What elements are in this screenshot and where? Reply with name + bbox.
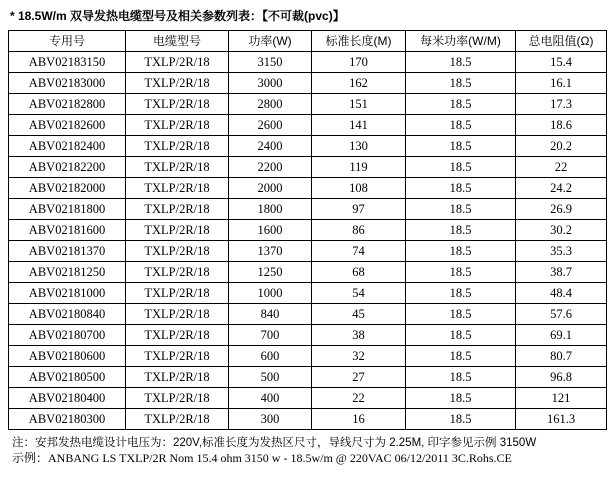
cell-model-code: ABV02181000 bbox=[9, 283, 126, 304]
cell-power: 2400 bbox=[229, 136, 312, 157]
cell-length: 141 bbox=[312, 115, 406, 136]
cell-resistance: 20.2 bbox=[516, 136, 607, 157]
cell-resistance: 17.3 bbox=[516, 94, 607, 115]
table-row bbox=[9, 346, 607, 367]
cell-power-per-meter: 18.5 bbox=[406, 199, 516, 220]
cell-model-code: ABV02183150 bbox=[9, 52, 126, 73]
table-row bbox=[9, 241, 607, 262]
cell-length: 74 bbox=[312, 241, 406, 262]
cell-power: 3150 bbox=[229, 52, 312, 73]
footer-notes bbox=[12, 436, 607, 466]
column-header-power: 功率(W) bbox=[229, 31, 312, 52]
cell-resistance: 16.1 bbox=[516, 73, 607, 94]
cell-length: 86 bbox=[312, 220, 406, 241]
cell-model-code: ABV02182600 bbox=[9, 115, 126, 136]
cell-power: 2200 bbox=[229, 157, 312, 178]
cell-cable-type: TXLP/2R/18 bbox=[126, 73, 229, 94]
cell-power: 1600 bbox=[229, 220, 312, 241]
cell-power: 600 bbox=[229, 346, 312, 367]
cell-power-per-meter: 18.5 bbox=[406, 73, 516, 94]
column-header-cable-type: 电缆型号 bbox=[126, 31, 229, 52]
column-header-resistance: 总电阻值(Ω) bbox=[516, 31, 607, 52]
cell-model-code: ABV02181800 bbox=[9, 199, 126, 220]
cell-model-code: ABV02182400 bbox=[9, 136, 126, 157]
cell-length: 130 bbox=[312, 136, 406, 157]
table-header-row bbox=[9, 31, 607, 52]
cell-cable-type: TXLP/2R/18 bbox=[126, 178, 229, 199]
cell-cable-type: TXLP/2R/18 bbox=[126, 157, 229, 178]
cell-cable-type: TXLP/2R/18 bbox=[126, 241, 229, 262]
cell-resistance: 80.7 bbox=[516, 346, 607, 367]
cell-resistance: 161.3 bbox=[516, 409, 607, 430]
cell-cable-type: TXLP/2R/18 bbox=[126, 346, 229, 367]
cell-model-code: ABV02182200 bbox=[9, 157, 126, 178]
cell-model-code: ABV02180400 bbox=[9, 388, 126, 409]
note-design-voltage: 注：安邦发热电缆设计电压为：220V,标准长度为发热区尺寸，导线尺寸为 2.25M, 印字参见示例 3150W bbox=[12, 437, 537, 449]
table-row bbox=[9, 262, 607, 283]
cell-power-per-meter: 18.5 bbox=[406, 346, 516, 367]
cell-resistance: 38.7 bbox=[516, 262, 607, 283]
table-body bbox=[9, 52, 607, 430]
cell-resistance: 48.4 bbox=[516, 283, 607, 304]
cell-cable-type: TXLP/2R/18 bbox=[126, 283, 229, 304]
cell-length: 162 bbox=[312, 73, 406, 94]
cell-power: 1370 bbox=[229, 241, 312, 262]
cell-length: 108 bbox=[312, 178, 406, 199]
cell-power: 300 bbox=[229, 409, 312, 430]
cell-power-per-meter: 18.5 bbox=[406, 136, 516, 157]
table-header bbox=[9, 31, 607, 52]
cell-length: 22 bbox=[312, 388, 406, 409]
cell-model-code: ABV02180600 bbox=[9, 346, 126, 367]
cell-power-per-meter: 18.5 bbox=[406, 220, 516, 241]
cell-power-per-meter: 18.5 bbox=[406, 409, 516, 430]
table-row bbox=[9, 136, 607, 157]
cell-model-code: ABV02182800 bbox=[9, 94, 126, 115]
cell-length: 151 bbox=[312, 94, 406, 115]
cell-cable-type: TXLP/2R/18 bbox=[126, 52, 229, 73]
table-row bbox=[9, 73, 607, 94]
cell-power-per-meter: 18.5 bbox=[406, 157, 516, 178]
cell-cable-type: TXLP/2R/18 bbox=[126, 94, 229, 115]
cell-power: 500 bbox=[229, 367, 312, 388]
cell-power: 1250 bbox=[229, 262, 312, 283]
cell-model-code: ABV02182000 bbox=[9, 178, 126, 199]
cell-resistance: 26.9 bbox=[516, 199, 607, 220]
cell-power: 1800 bbox=[229, 199, 312, 220]
table-row bbox=[9, 220, 607, 241]
table-row bbox=[9, 409, 607, 430]
cell-power-per-meter: 18.5 bbox=[406, 94, 516, 115]
cell-power-per-meter: 18.5 bbox=[406, 304, 516, 325]
cell-power-per-meter: 18.5 bbox=[406, 241, 516, 262]
table-row bbox=[9, 199, 607, 220]
column-header-model-code: 专用号 bbox=[9, 31, 126, 52]
cell-resistance: 15.4 bbox=[516, 52, 607, 73]
table-row bbox=[9, 157, 607, 178]
cell-power: 400 bbox=[229, 388, 312, 409]
cell-power-per-meter: 18.5 bbox=[406, 262, 516, 283]
cell-power-per-meter: 18.5 bbox=[406, 52, 516, 73]
cell-resistance: 121 bbox=[516, 388, 607, 409]
cell-power: 3000 bbox=[229, 73, 312, 94]
cell-power-per-meter: 18.5 bbox=[406, 325, 516, 346]
cell-length: 16 bbox=[312, 409, 406, 430]
cell-power-per-meter: 18.5 bbox=[406, 178, 516, 199]
cell-cable-type: TXLP/2R/18 bbox=[126, 367, 229, 388]
table-row bbox=[9, 283, 607, 304]
cell-model-code: ABV02180300 bbox=[9, 409, 126, 430]
cell-resistance: 69.1 bbox=[516, 325, 607, 346]
cell-length: 97 bbox=[312, 199, 406, 220]
column-header-power-per-meter: 每米功率(W/M) bbox=[406, 31, 516, 52]
cell-cable-type: TXLP/2R/18 bbox=[126, 115, 229, 136]
cell-model-code: ABV02180840 bbox=[9, 304, 126, 325]
cell-power: 1000 bbox=[229, 283, 312, 304]
cell-resistance: 24.2 bbox=[516, 178, 607, 199]
cell-power: 2600 bbox=[229, 115, 312, 136]
cell-length: 170 bbox=[312, 52, 406, 73]
cell-power: 2800 bbox=[229, 94, 312, 115]
cell-resistance: 57.6 bbox=[516, 304, 607, 325]
cell-cable-type: TXLP/2R/18 bbox=[126, 409, 229, 430]
cell-length: 32 bbox=[312, 346, 406, 367]
cell-resistance: 35.3 bbox=[516, 241, 607, 262]
cell-resistance: 22 bbox=[516, 157, 607, 178]
cell-length: 68 bbox=[312, 262, 406, 283]
table-row bbox=[9, 52, 607, 73]
cell-cable-type: TXLP/2R/18 bbox=[126, 388, 229, 409]
page-title: * 18.5W/m 双导发热电缆型号及相关参数列表：【不可裁(pvc)】 bbox=[10, 9, 345, 23]
cell-power-per-meter: 18.5 bbox=[406, 388, 516, 409]
table-row bbox=[9, 388, 607, 409]
column-header-length: 标准长度(M) bbox=[312, 31, 406, 52]
cell-cable-type: TXLP/2R/18 bbox=[126, 220, 229, 241]
cell-model-code: ABV02180500 bbox=[9, 367, 126, 388]
table-row bbox=[9, 367, 607, 388]
cell-power-per-meter: 18.5 bbox=[406, 115, 516, 136]
cell-cable-type: TXLP/2R/18 bbox=[126, 304, 229, 325]
table-row bbox=[9, 325, 607, 346]
cell-length: 38 bbox=[312, 325, 406, 346]
cell-resistance: 18.6 bbox=[516, 115, 607, 136]
note-print-example: 示例：ANBANG LS TXLP/2R Nom 15.4 ohm 3150 w - 18.5w/m @ 220VAC 06/12/2011 3C.Rohs.CE bbox=[12, 451, 512, 465]
cell-cable-type: TXLP/2R/18 bbox=[126, 136, 229, 157]
cell-length: 45 bbox=[312, 304, 406, 325]
table-row bbox=[9, 178, 607, 199]
cell-model-code: ABV02181370 bbox=[9, 241, 126, 262]
cell-resistance: 96.8 bbox=[516, 367, 607, 388]
cell-model-code: ABV02183000 bbox=[9, 73, 126, 94]
cell-resistance: 30.2 bbox=[516, 220, 607, 241]
cell-length: 54 bbox=[312, 283, 406, 304]
cable-spec-table bbox=[8, 30, 607, 430]
cell-cable-type: TXLP/2R/18 bbox=[126, 325, 229, 346]
cell-model-code: ABV02180700 bbox=[9, 325, 126, 346]
table-row bbox=[9, 304, 607, 325]
cell-power-per-meter: 18.5 bbox=[406, 367, 516, 388]
cell-length: 119 bbox=[312, 157, 406, 178]
table-row bbox=[9, 115, 607, 136]
cell-length: 27 bbox=[312, 367, 406, 388]
table-row bbox=[9, 94, 607, 115]
cell-power: 840 bbox=[229, 304, 312, 325]
cell-model-code: ABV02181250 bbox=[9, 262, 126, 283]
cell-power: 2000 bbox=[229, 178, 312, 199]
cell-cable-type: TXLP/2R/18 bbox=[126, 199, 229, 220]
cell-cable-type: TXLP/2R/18 bbox=[126, 262, 229, 283]
cell-power-per-meter: 18.5 bbox=[406, 283, 516, 304]
cell-power: 700 bbox=[229, 325, 312, 346]
cell-model-code: ABV02181600 bbox=[9, 220, 126, 241]
